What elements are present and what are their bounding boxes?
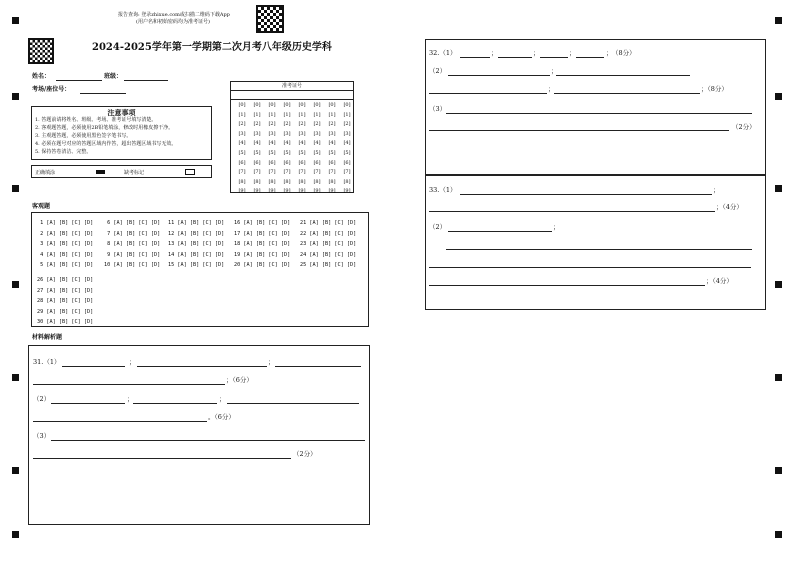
exam-id-digit-column[interactable]: [251, 101, 263, 197]
question-number: 21: [300, 220, 310, 226]
exam-id-digit-bubble[interactable]: [0]: [238, 102, 246, 108]
question-number: 5: [37, 262, 47, 268]
q31-1-sep: ；: [129, 358, 136, 366]
room-seat-label: 考场/座位号：: [32, 86, 71, 93]
exam-id-digit-bubble[interactable]: [0]: [253, 102, 261, 108]
exam-id-digit-bubble[interactable]: [0]: [343, 102, 351, 108]
exam-id-digit-bubble[interactable]: [6]: [283, 159, 291, 166]
answer-options[interactable]: [A] [B] [C] [D]: [46, 220, 94, 226]
objective-question-row[interactable]: [234, 241, 290, 247]
class-label: 班级：: [104, 73, 123, 80]
exam-id-digit-bubble[interactable]: [7]: [268, 169, 276, 176]
q32-label: 32.（1）: [429, 49, 457, 57]
question-number: 11: [168, 220, 178, 226]
exam-id-digit-bubble[interactable]: [9]: [298, 188, 306, 195]
question-number: 1: [37, 220, 47, 226]
exam-id-digit-bubble[interactable]: [1]: [313, 111, 321, 118]
q33-2-blank-a[interactable]: [448, 231, 552, 232]
q32-1-sep: ；: [569, 49, 576, 57]
exam-id-digit-bubble[interactable]: [4]: [283, 140, 291, 147]
note-item: 4. 必须在题号对应的答题区域内作答，超出答题区域书写无效。: [35, 141, 177, 147]
answer-options[interactable]: [A] [B] [C] [D]: [309, 241, 357, 247]
q31-1-blank-a[interactable]: [62, 366, 125, 367]
q31-label: 31.（1）: [33, 358, 61, 366]
answer-options[interactable]: [A] [B] [C] [D]: [177, 220, 225, 226]
answer-options[interactable]: [A] [B] [C] [D]: [309, 262, 357, 268]
question-number: 22: [300, 230, 310, 237]
exam-id-bubble-grid[interactable]: [232, 101, 354, 197]
objective-question-row[interactable]: [300, 262, 356, 268]
exam-id-digit-bubble[interactable]: [4]: [238, 140, 246, 147]
answer-options[interactable]: [A] [B] [C] [D]: [113, 230, 161, 237]
exam-id-digit-bubble[interactable]: [2]: [343, 121, 351, 128]
notes-title: 注意事项: [107, 108, 136, 117]
q32-1-blank-b[interactable]: [498, 57, 532, 58]
exam-id-digit-bubble[interactable]: [8]: [298, 178, 306, 185]
objective-question-row[interactable]: [37, 231, 93, 237]
report-query-line: 报告查询: 登录zhixue.com或扫描二维码下载App: [118, 12, 230, 18]
q31-2-blank-b[interactable]: [133, 403, 217, 404]
objective-question-row[interactable]: [234, 220, 290, 226]
alignment-mark: [775, 374, 782, 381]
objective-question-row[interactable]: [300, 252, 356, 258]
answer-options[interactable]: [A] [B] [C] [D]: [243, 220, 291, 226]
q32-3-score: （2分）: [732, 123, 756, 131]
question-number: 10: [104, 262, 114, 268]
exam-id-digit-bubble[interactable]: [2]: [268, 121, 276, 128]
question-number: 27: [37, 287, 47, 294]
answer-options[interactable]: [A] [B] [C] [D]: [46, 319, 94, 325]
q33-answer-box: [425, 175, 766, 310]
answer-options[interactable]: [A] [B] [C] [D]: [309, 220, 357, 226]
exam-id-digit-bubble[interactable]: [2]: [313, 121, 321, 128]
q32-3-label: （3）: [429, 105, 447, 113]
q31-2-sep: ；: [127, 395, 134, 403]
exam-id-digit-bubble[interactable]: [7]: [283, 169, 291, 176]
answer-options[interactable]: [A] [B] [C] [D]: [177, 241, 225, 247]
objective-section-title: 客观题: [32, 203, 51, 210]
q33-2-blank-c[interactable]: [429, 267, 751, 268]
exam-id-digit-bubble[interactable]: [2]: [283, 121, 291, 128]
note-item: 3. 主观题答题，必须使用黑色签字笔书写。: [35, 133, 132, 139]
download-qr-code[interactable]: [256, 5, 284, 33]
exam-id-digit-column[interactable]: [266, 101, 278, 197]
question-number: 2: [37, 230, 47, 237]
q32-1-blank-c[interactable]: [540, 57, 568, 58]
alignment-mark: [775, 93, 782, 100]
objective-question-row[interactable]: [37, 309, 93, 315]
question-number: 30: [37, 319, 47, 325]
exam-id-digit-bubble[interactable]: [1]: [238, 111, 246, 118]
question-number: 29: [37, 308, 47, 315]
q32-answer-box: [425, 39, 766, 175]
q33-2-blank-b[interactable]: [446, 249, 752, 250]
exam-id-digit-bubble[interactable]: [0]: [298, 102, 306, 108]
exam-id-digit-bubble[interactable]: [8]: [313, 178, 321, 185]
objective-question-row[interactable]: [104, 241, 160, 247]
q33-2-sep: ；: [553, 223, 560, 231]
exam-id-digit-bubble[interactable]: [2]: [298, 121, 306, 128]
absent-mark-checkbox[interactable]: [185, 169, 195, 175]
question-number: 26: [37, 277, 47, 283]
exam-id-digit-bubble[interactable]: [6]: [343, 159, 351, 166]
question-number: 6: [104, 220, 114, 226]
exam-id-digit-bubble[interactable]: [7]: [313, 169, 321, 176]
exam-id-digit-bubble[interactable]: [9]: [238, 188, 246, 195]
question-number: 9: [104, 251, 114, 258]
exam-id-digit-bubble[interactable]: [8]: [268, 178, 276, 185]
q32-2-blank-a[interactable]: [448, 75, 550, 76]
exam-id-digit-bubble[interactable]: [3]: [268, 130, 276, 137]
q32-2-label: （2）: [429, 67, 447, 75]
answer-options[interactable]: [A] [B] [C] [D]: [46, 251, 94, 258]
objective-bubble-area[interactable]: [32, 213, 368, 326]
q32-1-blank-a[interactable]: [460, 57, 490, 58]
exam-id-digit-bubble[interactable]: [6]: [313, 159, 321, 166]
q31-2-blank-a[interactable]: [51, 403, 125, 404]
question-number: 8: [104, 241, 114, 247]
exam-id-digit-bubble[interactable]: [5]: [343, 149, 351, 156]
q33-1-sep: ；: [713, 186, 720, 194]
exam-id-digit-bubble[interactable]: [8]: [238, 178, 246, 185]
exam-id-digit-bubble[interactable]: [9]: [253, 188, 261, 195]
exam-id-digit-bubble[interactable]: [9]: [313, 188, 321, 195]
objective-question-row[interactable]: [37, 277, 93, 283]
q31-3-blank-a[interactable]: [51, 440, 365, 441]
exam-id-digit-bubble[interactable]: [0]: [283, 102, 291, 108]
q33-label: 33.（1）: [429, 186, 457, 194]
objective-question-row[interactable]: [234, 231, 290, 237]
answer-options[interactable]: [A] [B] [C] [D]: [113, 251, 161, 258]
exam-id-digit-bubble[interactable]: [2]: [253, 121, 261, 128]
absent-mark-label: 缺考标记: [124, 170, 145, 176]
question-number: 16: [234, 220, 244, 226]
exam-id-digit-bubble[interactable]: [9]: [343, 188, 351, 195]
exam-id-digit-bubble[interactable]: [0]: [268, 102, 276, 108]
q33-1-score: ；（4分）: [716, 203, 743, 211]
exam-id-digit-bubble[interactable]: [3]: [283, 130, 291, 137]
exam-id-digit-bubble[interactable]: [1]: [253, 111, 261, 118]
exam-id-digit-bubble[interactable]: [1]: [343, 111, 351, 118]
question-number: 15: [168, 262, 178, 268]
alignment-mark: [12, 17, 19, 24]
note-item: 1. 答题前请将姓名、班级、考场、准考证号填写清楚。: [35, 117, 157, 123]
q33-2-label: （2）: [429, 223, 447, 231]
objective-question-row[interactable]: [300, 220, 356, 226]
objective-answer-box: [31, 212, 369, 327]
q32-3-blank-a[interactable]: [446, 113, 752, 114]
exam-id-digit-bubble[interactable]: [2]: [238, 121, 246, 128]
objective-question-row[interactable]: [37, 252, 93, 258]
answer-options[interactable]: [A] [B] [C] [D]: [46, 298, 94, 304]
q31-1-blank-c[interactable]: [275, 366, 361, 367]
alignment-mark: [775, 281, 782, 288]
question-number: 17: [234, 230, 244, 237]
exam-id-digit-bubble[interactable]: [1]: [268, 111, 276, 118]
q32-2-blank-d[interactable]: [554, 93, 700, 94]
objective-question-row[interactable]: [104, 231, 160, 237]
objective-question-row[interactable]: [168, 231, 224, 237]
exam-id-digit-bubble[interactable]: [8]: [253, 178, 261, 185]
exam-id-digit-bubble[interactable]: [6]: [298, 159, 306, 166]
alignment-mark: [12, 531, 19, 538]
q32-1-sep: ；: [533, 49, 540, 57]
q32-2-sep: ；: [548, 85, 555, 93]
q32-3-blank-b[interactable]: [429, 130, 729, 131]
objective-question-row[interactable]: [234, 262, 290, 268]
q31-answer-box: [28, 345, 370, 525]
question-number: 13: [168, 241, 178, 247]
q31-2-blank-c[interactable]: [227, 403, 359, 404]
exam-id-digit-bubble[interactable]: [1]: [328, 111, 336, 118]
exam-id-digit-bubble[interactable]: [6]: [253, 159, 261, 166]
exam-id-digit-bubble[interactable]: [3]: [238, 130, 246, 137]
note-item: 2. 客观题答题，必须使用2B铅笔填涂，修改时用橡皮擦干净。: [35, 125, 174, 131]
answer-options[interactable]: [A] [B] [C] [D]: [309, 230, 357, 237]
class-field[interactable]: [124, 80, 168, 81]
question-number: 20: [234, 262, 244, 268]
question-number: 12: [168, 230, 178, 237]
exam-id-digit-bubble[interactable]: [0]: [328, 102, 336, 108]
q31-2-blank-d[interactable]: [33, 421, 207, 422]
objective-question-row[interactable]: [300, 241, 356, 247]
q32-2-blank-b[interactable]: [556, 75, 690, 76]
exam-id-digit-bubble[interactable]: [4]: [343, 140, 351, 147]
exam-id-digit-bubble[interactable]: [4]: [328, 140, 336, 147]
answer-options[interactable]: [A] [B] [C] [D]: [46, 308, 94, 315]
q31-1-sep: ；: [268, 358, 275, 366]
exam-id-digit-bubble[interactable]: [9]: [283, 188, 291, 195]
exam-id-digit-bubble[interactable]: [3]: [343, 130, 351, 137]
exam-id-digit-bubble[interactable]: [7]: [253, 169, 261, 176]
exam-id-digit-bubble[interactable]: [6]: [238, 159, 246, 166]
exam-id-digit-bubble[interactable]: [8]: [283, 178, 291, 185]
alignment-mark: [775, 17, 782, 24]
alignment-mark: [12, 467, 19, 474]
objective-question-row[interactable]: [168, 220, 224, 226]
note-item: 5. 保持答卷清洁、完整。: [35, 149, 92, 155]
alignment-mark: [12, 93, 19, 100]
exam-id-digit-bubble[interactable]: [7]: [328, 169, 336, 176]
question-number: 25: [300, 262, 310, 268]
q32-2-score: ；（8分）: [701, 85, 728, 93]
exam-id-digit-bubble[interactable]: [8]: [343, 178, 351, 185]
notes-box: [31, 106, 212, 160]
exam-id-digit-column[interactable]: [341, 101, 353, 197]
q31-2-score: 。（6分）: [208, 413, 235, 421]
q31-2-sep: ；: [219, 395, 226, 403]
q31-3-blank-b[interactable]: [33, 458, 291, 459]
exam-id-digit-bubble[interactable]: [4]: [268, 140, 276, 147]
exam-id-digit-bubble[interactable]: [3]: [313, 130, 321, 137]
q32-1-sep: ；: [606, 49, 613, 57]
question-number: 14: [168, 251, 178, 258]
exam-id-digit-column[interactable]: [236, 101, 248, 197]
answer-options[interactable]: [A] [B] [C] [D]: [243, 262, 291, 268]
exam-id-digit-bubble[interactable]: [1]: [298, 111, 306, 118]
answer-options[interactable]: [A] [B] [C] [D]: [243, 230, 291, 237]
student-qr-code: [28, 38, 54, 64]
exam-id-digit-bubble[interactable]: [7]: [298, 169, 306, 176]
alignment-mark: [775, 185, 782, 192]
objective-question-row[interactable]: [37, 319, 93, 325]
exam-id-box: [230, 81, 354, 193]
q31-1-blank-d[interactable]: [33, 384, 225, 385]
fill-legend-box: [31, 165, 212, 178]
exam-id-digit-bubble[interactable]: [4]: [253, 140, 261, 147]
answer-options[interactable]: [A] [B] [C] [D]: [46, 241, 94, 247]
exam-id-digit-bubble[interactable]: [4]: [298, 140, 306, 147]
exam-id-digit-column[interactable]: [281, 101, 293, 197]
exam-id-digit-bubble[interactable]: [6]: [328, 159, 336, 166]
exam-id-digit-bubble[interactable]: [8]: [328, 178, 336, 185]
q33-2-blank-d[interactable]: [429, 285, 705, 286]
answer-options[interactable]: [A] [B] [C] [D]: [177, 251, 225, 258]
alignment-mark: [12, 281, 19, 288]
alignment-mark: [775, 467, 782, 474]
correct-fill-sample: [96, 170, 105, 174]
exam-id-digit-bubble[interactable]: [5]: [328, 149, 336, 156]
answer-options[interactable]: [A] [B] [C] [D]: [46, 230, 94, 237]
q31-1-score: ；（6分）: [226, 376, 253, 384]
exam-id-digit-bubble[interactable]: [4]: [313, 140, 321, 147]
name-label: 姓名：: [32, 73, 51, 80]
correct-fill-label: 正确填涂: [35, 170, 56, 176]
answer-options[interactable]: [A] [B] [C] [D]: [113, 241, 161, 247]
room-seat-field[interactable]: [80, 93, 126, 94]
page-title: 2024-2025学年第一学期第二次月考八年级历史学科: [92, 42, 332, 53]
answer-options[interactable]: [A] [B] [C] [D]: [243, 251, 291, 258]
question-number: 4: [37, 251, 47, 258]
exam-id-digit-column[interactable]: [311, 101, 323, 197]
exam-id-digit-bubble[interactable]: [5]: [268, 149, 276, 156]
answer-options[interactable]: [A] [B] [C] [D]: [46, 277, 94, 283]
objective-question-row[interactable]: [104, 220, 160, 226]
objective-question-row[interactable]: [168, 262, 224, 268]
q33-1-blank-a[interactable]: [460, 194, 712, 195]
name-field[interactable]: [56, 80, 102, 81]
exam-id-digit-bubble[interactable]: [0]: [313, 102, 321, 108]
exam-id-digit-bubble[interactable]: [5]: [238, 149, 246, 156]
exam-id-digit-bubble[interactable]: [3]: [298, 130, 306, 137]
question-number: 18: [234, 241, 244, 247]
question-number: 28: [37, 298, 47, 304]
q32-1-sep: ；: [491, 49, 498, 57]
objective-question-row[interactable]: [37, 288, 93, 294]
question-number: 23: [300, 241, 310, 247]
answer-options[interactable]: [A] [B] [C] [D]: [46, 262, 94, 268]
exam-id-digit-bubble[interactable]: [7]: [343, 169, 351, 176]
q31-1-blank-b[interactable]: [137, 366, 267, 367]
alignment-mark: [12, 185, 19, 192]
objective-question-row[interactable]: [234, 252, 290, 258]
exam-id-digit-column[interactable]: [296, 101, 308, 197]
q31-3-label: （3）: [33, 432, 51, 440]
login-hint-line: (用户名和初始密码均为准考证号): [136, 19, 210, 25]
question-number: 19: [234, 251, 244, 258]
objective-question-row[interactable]: [37, 241, 93, 247]
exam-id-digit-bubble[interactable]: [5]: [253, 149, 261, 156]
question-number: 3: [37, 241, 47, 247]
objective-question-row[interactable]: [37, 298, 93, 304]
exam-id-digit-bubble[interactable]: [6]: [268, 159, 276, 166]
objective-question-row[interactable]: [37, 262, 93, 268]
objective-question-row[interactable]: [104, 262, 160, 268]
objective-question-row[interactable]: [104, 252, 160, 258]
material-section-title: 材料解析题: [32, 334, 63, 341]
q33-2-score: ；（4分）: [706, 277, 733, 285]
question-number: 24: [300, 251, 310, 258]
answer-options[interactable]: [A] [B] [C] [D]: [113, 262, 161, 268]
objective-question-row[interactable]: [168, 252, 224, 258]
exam-id-digit-bubble[interactable]: [9]: [268, 188, 276, 195]
exam-id-digit-bubble[interactable]: [7]: [238, 169, 246, 176]
exam-id-digit-bubble[interactable]: [2]: [328, 121, 336, 128]
q32-1-score: （8分）: [612, 49, 636, 57]
alignment-mark: [775, 531, 782, 538]
q33-1-blank-b[interactable]: [429, 211, 715, 212]
answer-options[interactable]: [A] [B] [C] [D]: [177, 262, 225, 268]
exam-id-digit-bubble[interactable]: [5]: [313, 149, 321, 156]
answer-options[interactable]: [A] [B] [C] [D]: [309, 251, 357, 258]
exam-id-digit-column[interactable]: [326, 101, 338, 197]
exam-id-digit-bubble[interactable]: [1]: [283, 111, 291, 118]
objective-question-row[interactable]: [300, 231, 356, 237]
objective-question-row[interactable]: [37, 220, 93, 226]
exam-id-digit-bubble[interactable]: [5]: [283, 149, 291, 156]
q32-2-sep: ；: [551, 67, 558, 75]
exam-id-digit-bubble[interactable]: [3]: [253, 130, 261, 137]
exam-id-digit-bubble[interactable]: [9]: [328, 188, 336, 195]
q32-2-blank-c[interactable]: [429, 93, 547, 94]
alignment-mark: [12, 374, 19, 381]
answer-options[interactable]: [A] [B] [C] [D]: [46, 287, 94, 294]
objective-question-row[interactable]: [168, 241, 224, 247]
q31-3-score: （2分）: [293, 450, 317, 458]
q31-2-label: （2）: [33, 395, 51, 403]
question-number: 7: [104, 230, 114, 237]
answer-options[interactable]: [A] [B] [C] [D]: [243, 241, 291, 247]
answer-options[interactable]: [A] [B] [C] [D]: [113, 220, 161, 226]
q32-1-blank-d[interactable]: [576, 57, 604, 58]
answer-options[interactable]: [A] [B] [C] [D]: [177, 230, 225, 237]
exam-id-digit-bubble[interactable]: [5]: [298, 149, 306, 156]
exam-id-title: 准考证号: [281, 83, 302, 89]
exam-id-digit-bubble[interactable]: [3]: [328, 130, 336, 137]
